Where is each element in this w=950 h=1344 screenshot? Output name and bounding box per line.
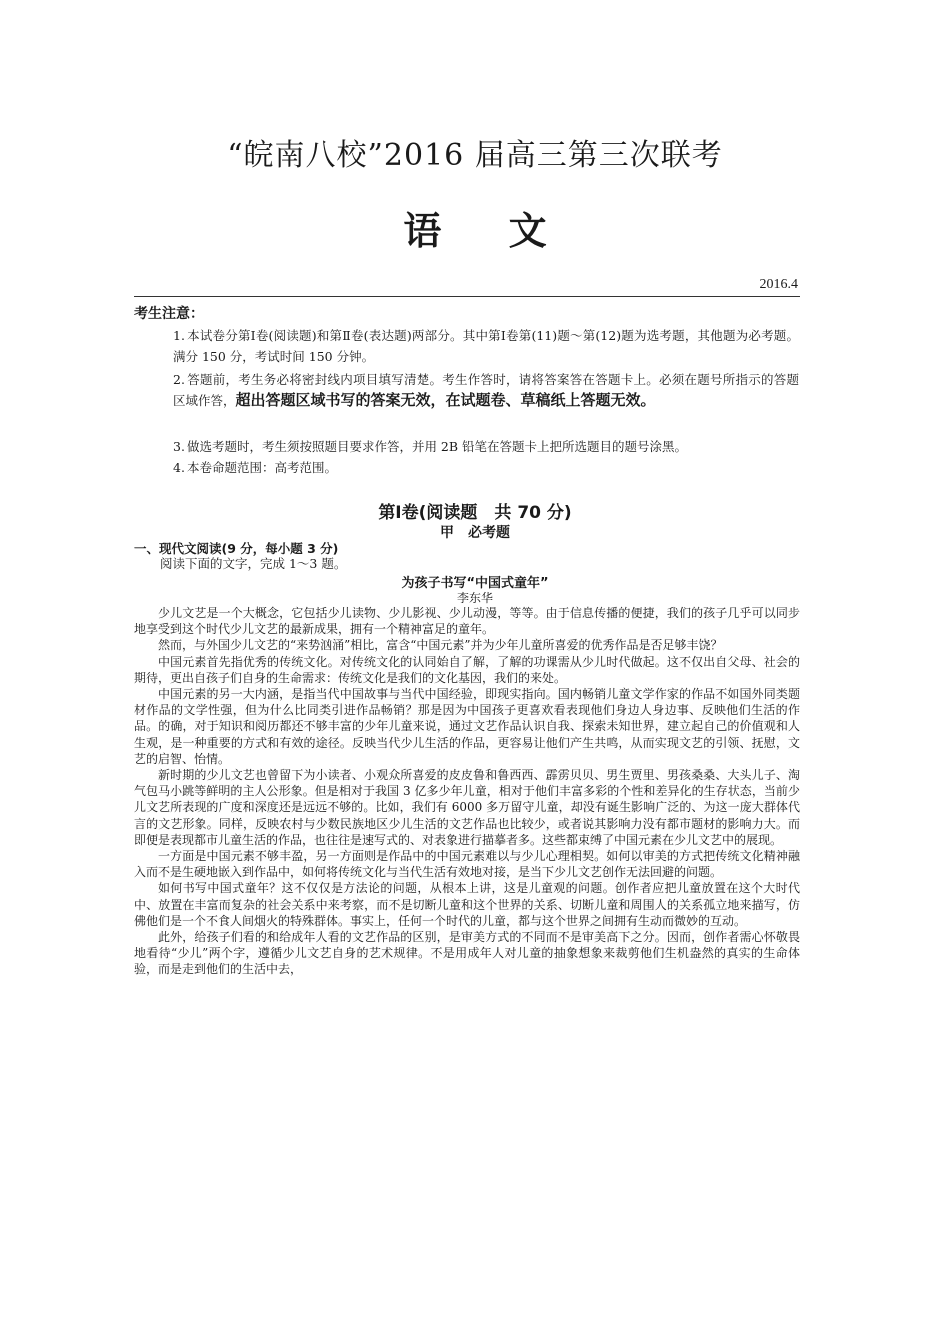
header-divider [134,296,800,297]
article-paragraph: 新时期的少儿文艺也曾留下为小读者、小观众所喜爱的皮皮鲁和鲁西西、霹雳贝贝、男生贾里、男孩桑桑、大头儿子、淘气包马小跳等鲜明的主人公形象。但是相对于我国 3 亿多少年儿童，相对于他们丰富多彩的个性和差异化的生存状态，当前少儿文艺所表现的广度和深度还是远远不够的。比如，我们有 6000 多万留守儿童，却没有诞生影响广泛的、为这一庞大群体代言的文艺形象。同样，反映农村与少数民族地区少儿生活的文艺作品也比较少，或者说其影响力没有都市题材的影响力大。而即便是表现都市儿童生活的作品，也往往是速写式的、对表象进行描摹者多。这些都束缚了中国元素在少儿文艺中的展现。 [134,768,800,847]
article-body [134,605,800,978]
article-paragraph: 然而，与外国少儿文艺的“来势汹涌”相比，富含“中国元素”并为少年儿童所喜爱的优秀作品是否足够丰饶？ [158,638,723,653]
article-author: 李东华 [456,591,493,605]
notice-item-number: 3. [173,439,185,454]
notice-item [173,369,799,411]
notice-item-text: 本卷命题范围：高考范围。 [186,460,337,475]
question-instructions: 阅读下面的文字，完成 1～3 题。 [160,556,347,571]
article-paragraph: 中国元素的另一大内涵，是指当代中国故事与当代中国经验，即现实指向。国内畅销儿童文学作家的作品不如国外同类题材作品的文学性强，但为什么比同类引进作品畅销？那是因为中国孩子更喜欢看表现他们身边人身边事、反映他们生活的作品。的确，对于知识和阅历都还不够丰富的少年儿童来说，通过文艺作品认识自我、探索未知世界，建立起自己的价值观和人生观，是一种重要的方式和有效的途径。反映当代少儿生活的作品，更容易让他们产生共鸣，从而实现文艺的引领、抚慰，文艺的启智、怡情。 [134,687,800,766]
section-title: 第Ⅰ卷(阅读题 共 70 分) [378,503,572,523]
article-paragraph: 中国元素首先指优秀的传统文化。对传统文化的认同始自了解，了解的功课需从少儿时代做起。这不仅出自父母、社会的期待，更出自孩子们自身的生命需求：传统文化是我们的文化基因，我们的来处。 [134,654,800,685]
notice-item [173,325,799,367]
question-group-heading: 一、现代文阅读(9 分，每小题 3 分) [134,541,339,556]
notice-item-number: 4. [173,460,185,475]
notice-heading: 考生注意： [134,306,204,322]
notice-item-emphasis: 超出答题区域书写的答案无效，在试题卷、草稿纸上答题无效。 [235,391,656,409]
article-paragraph: 一方面是中国元素不够丰盈，另一方面则是作品中的中国元素难以与少儿心理相契。如何以审美的方式把传统文化精神融入而不是生硬地嵌入到作品中，如何将传统文化与当代生活有效地对接，是当下少儿文艺创作无法回避的问题。 [134,849,800,880]
article-title: 为孩子书写“中国式童年” [401,576,549,591]
exam-title: “皖南八校”2016 届高三第三次联考 [227,138,723,173]
notice-item [173,457,799,478]
part-title: 甲 必考题 [440,525,510,541]
notice-item-number: 2. [173,372,185,387]
article-paragraph: 少儿文艺是一个大概念，它包括少儿读物、少儿影视、少儿动漫，等等。由于信息传播的便捷，我们的孩子几乎可以同步地享受到这个时代少儿文艺的最新成果，拥有一个精神富足的童年。 [134,606,800,637]
article-paragraph: 如何书写中国式童年？这不仅仅是方法论的问题，从根本上讲，这是儿童观的问题。创作者应把儿童放置在这个大时代中、放置在丰富而复杂的社会关系中来考察，而不是切断儿童和这个世界的关系、切断儿童和周围人的关系孤立地来描写，仿佛他们是一个不食人间烟火的特殊群体。事实上，任何一个时代的儿童，都与这个世界之间拥有生动而微妙的互动。 [134,881,800,928]
notice-item-number: 1. [173,328,185,343]
notice-item-text: 做选考题时，考生须按照题目要求作答，并用 2B 铅笔在答题卡上把所选题目的题号涂黑。 [186,439,688,454]
notice-item-text: 本试卷分第Ⅰ卷(阅读题)和第Ⅱ卷(表达题)两部分。其中第Ⅰ卷第(11)题～第(12)题为选考题，其他题为必考题。满分 150 分，考试时间 150 分钟。 [173,328,799,364]
notice-item [173,436,799,457]
subject-title: 语 文 [403,209,547,253]
notice-item-text: 答题前，考生务必将密封线内项目填写清楚。考生作答时，请将答案答在答题卡上。必须在题号所指示的答题区域作答， [173,372,799,408]
article-paragraph: 此外，给孩子们看的和给成年人看的文艺作品的区别，是审美方式的不同而不是审美高下之分。因而，创作者需心怀敬畏地看待“少儿”两个字，遵循少儿文艺自身的艺术规律。不是用成年人对儿童的抽象想象来裁剪他们生机盎然的真实的生命体验，而是走到他们的生活中去， [134,930,800,977]
exam-date: 2016.4 [759,277,798,292]
